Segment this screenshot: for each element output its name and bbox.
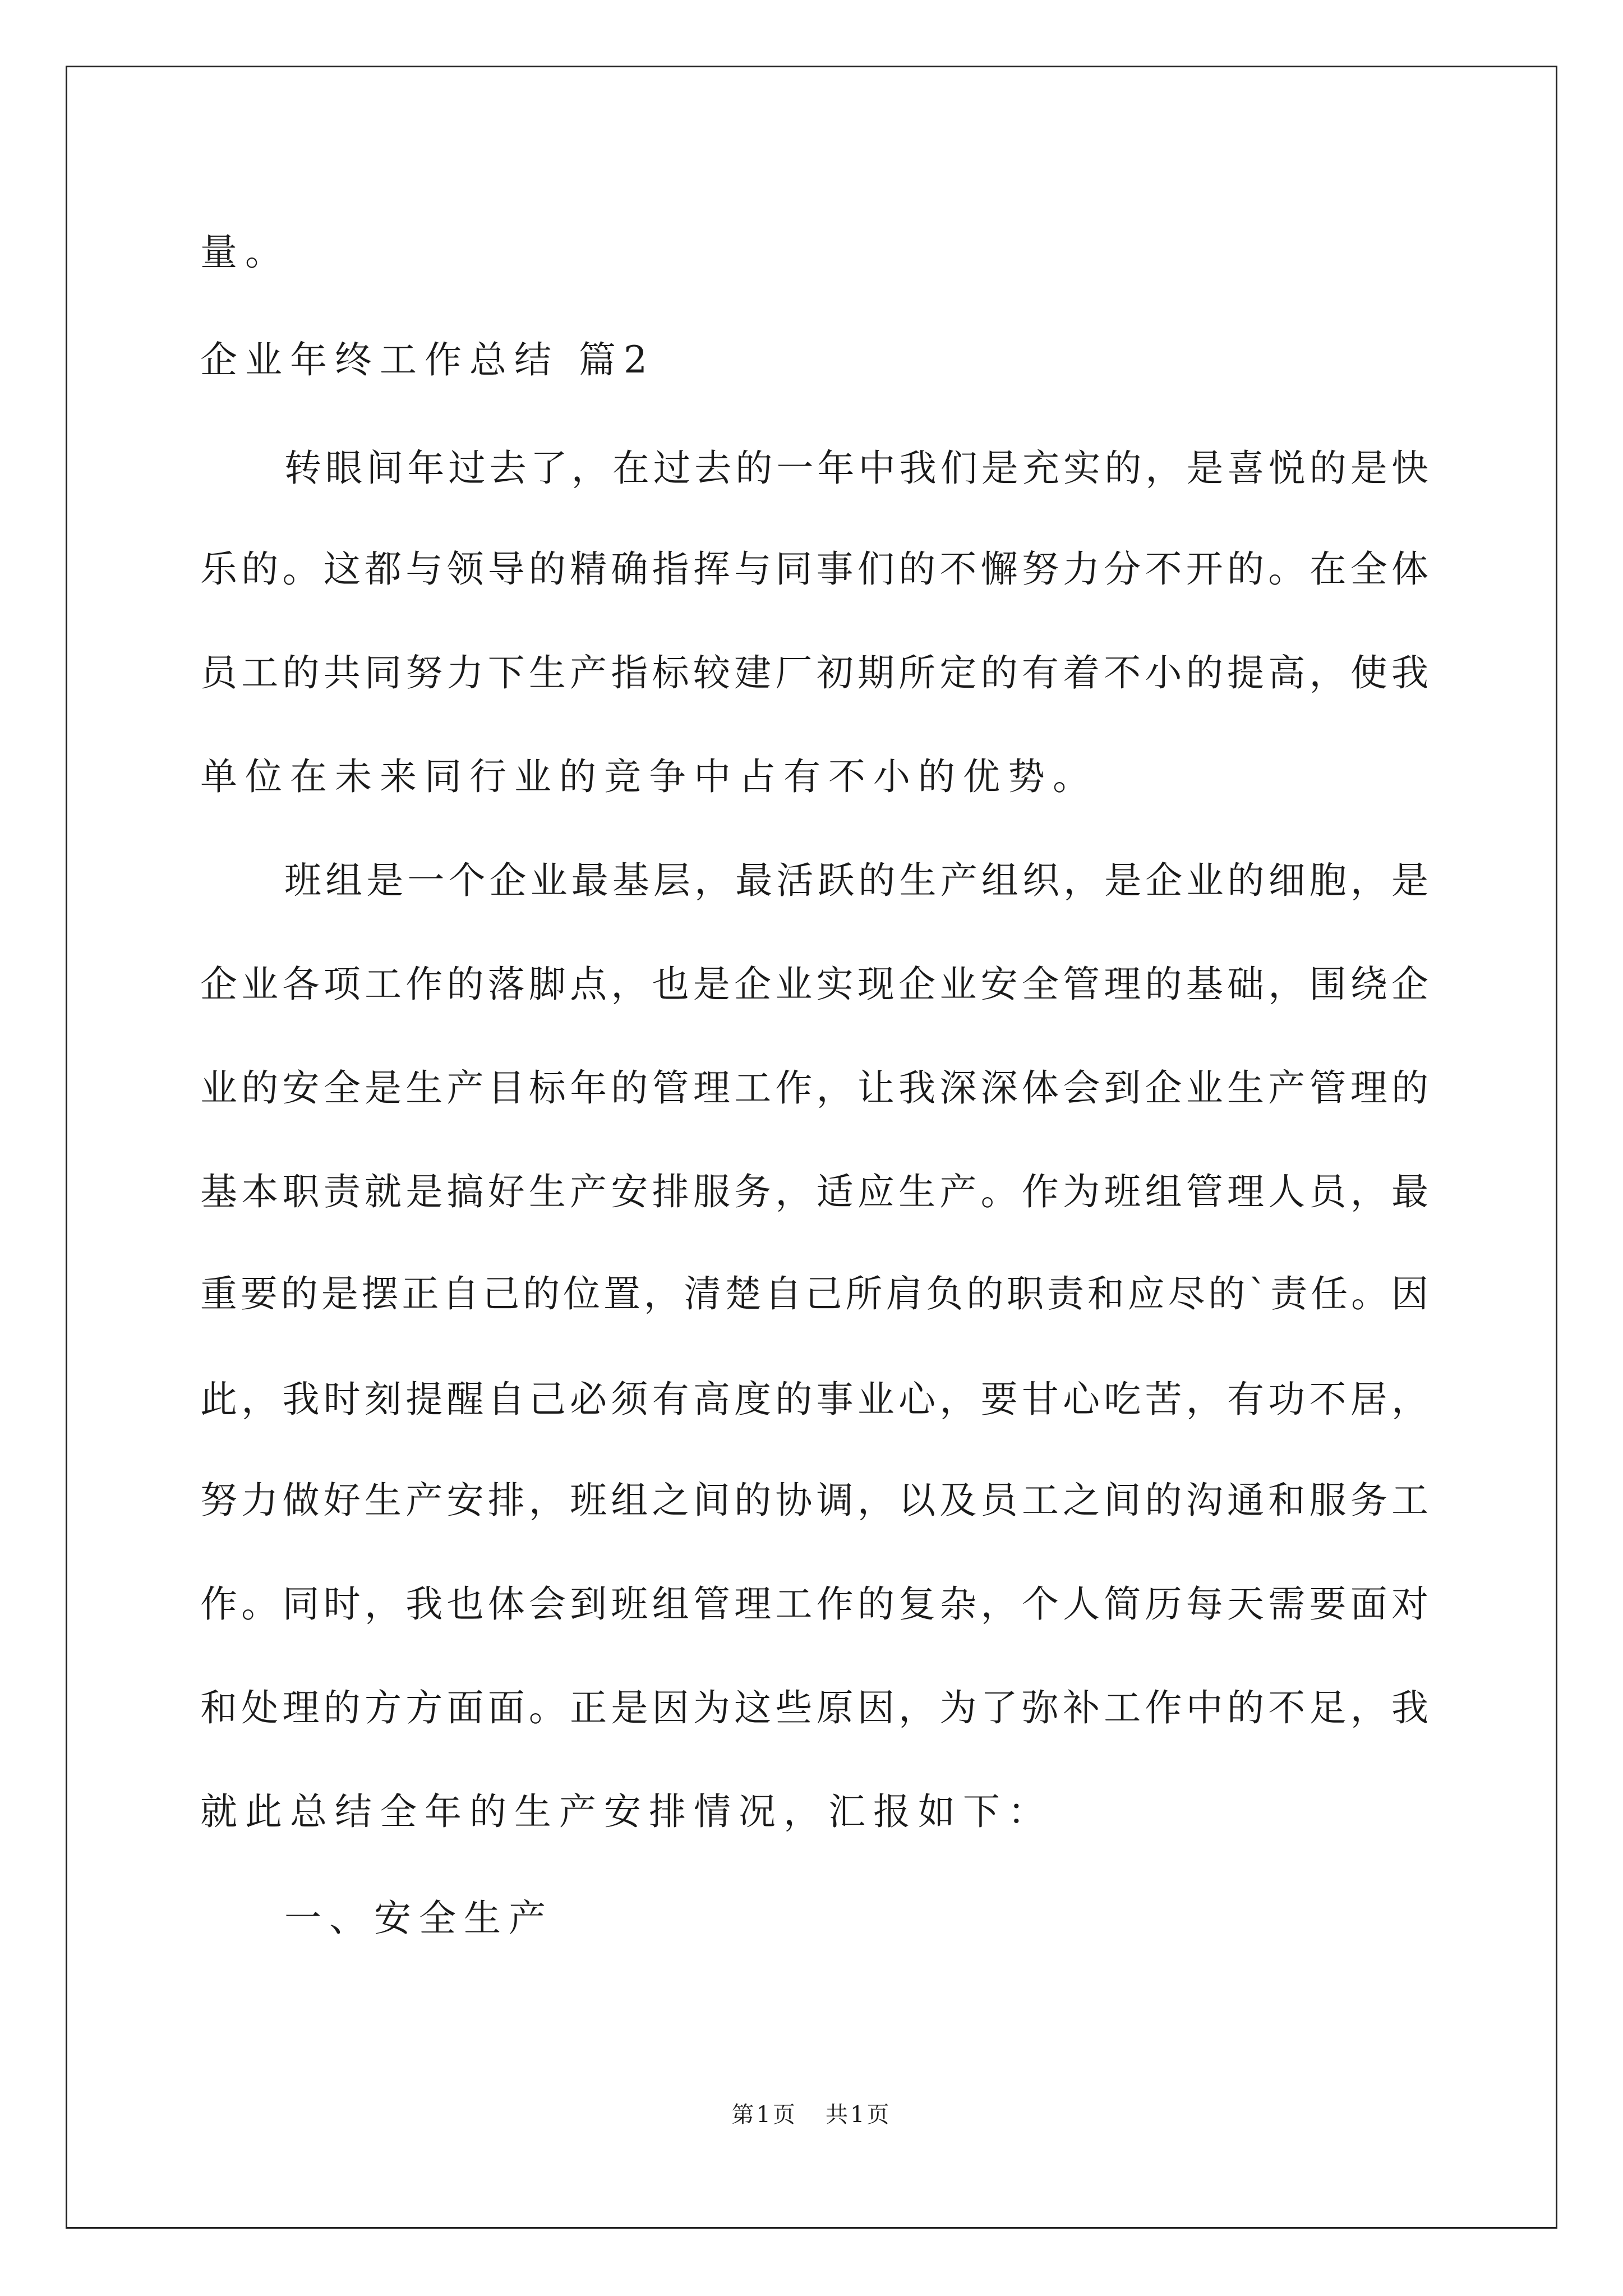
text-line-4: 乐的。这都与领导的精确指挥与同事们的不懈努力分不开的。在全体: [200, 547, 1428, 591]
text-line-12: 此，我时刻提醒自己必须有高度的事业心，要甘心吃苦，有功不居，: [200, 1378, 1428, 1421]
text-line-16: 就此总结全年的生产安排情况，汇报如下：: [200, 1790, 1053, 1833]
text-line-5: 员工的共同努力下生产指标较建厂初期所定的有着不小的提高，使我: [200, 651, 1428, 694]
text-line-13: 努力做好生产安排，班组之间的协调，以及员工之间的沟通和服务工: [200, 1479, 1428, 1522]
page-number-footer: 第1页 共1页: [731, 2102, 892, 2128]
text-line-10: 基本职责就是搞好生产安排服务，适应生产。作为班组管理人员，最: [200, 1170, 1428, 1213]
text-line-1: 量。: [200, 231, 290, 274]
text-line-15: 和处理的方方面面。正是因为这些原因，为了弥补工作中的不足，我: [200, 1686, 1428, 1729]
section-title: 企业年终工作总结 篇2: [200, 338, 655, 381]
text-line-14: 作。同时，我也体会到班组管理工作的复杂，个人简历每天需要面对: [200, 1582, 1428, 1626]
text-line-6: 单位在未来同行业的竞争中占有不小的优势。: [200, 755, 1098, 798]
text-line-8: 企业各项工作的落脚点，也是企业实现企业安全管理的基础，围绕企: [200, 963, 1428, 1006]
text-line-7: 班组是一个企业最基层，最活跃的生产组织，是企业的细胞，是: [284, 859, 1428, 902]
text-line-3: 转眼间年过去了，在过去的一年中我们是充实的，是喜悦的是快: [284, 447, 1428, 490]
subheading-safety: 一、安全生产: [284, 1897, 554, 1940]
text-line-11: 重要的是摆正自己的位置，清楚自己所肩负的职责和应尽的`责任。因: [200, 1272, 1428, 1315]
text-line-9: 业的安全是生产目标年的管理工作，让我深深体会到企业生产管理的: [200, 1066, 1428, 1110]
